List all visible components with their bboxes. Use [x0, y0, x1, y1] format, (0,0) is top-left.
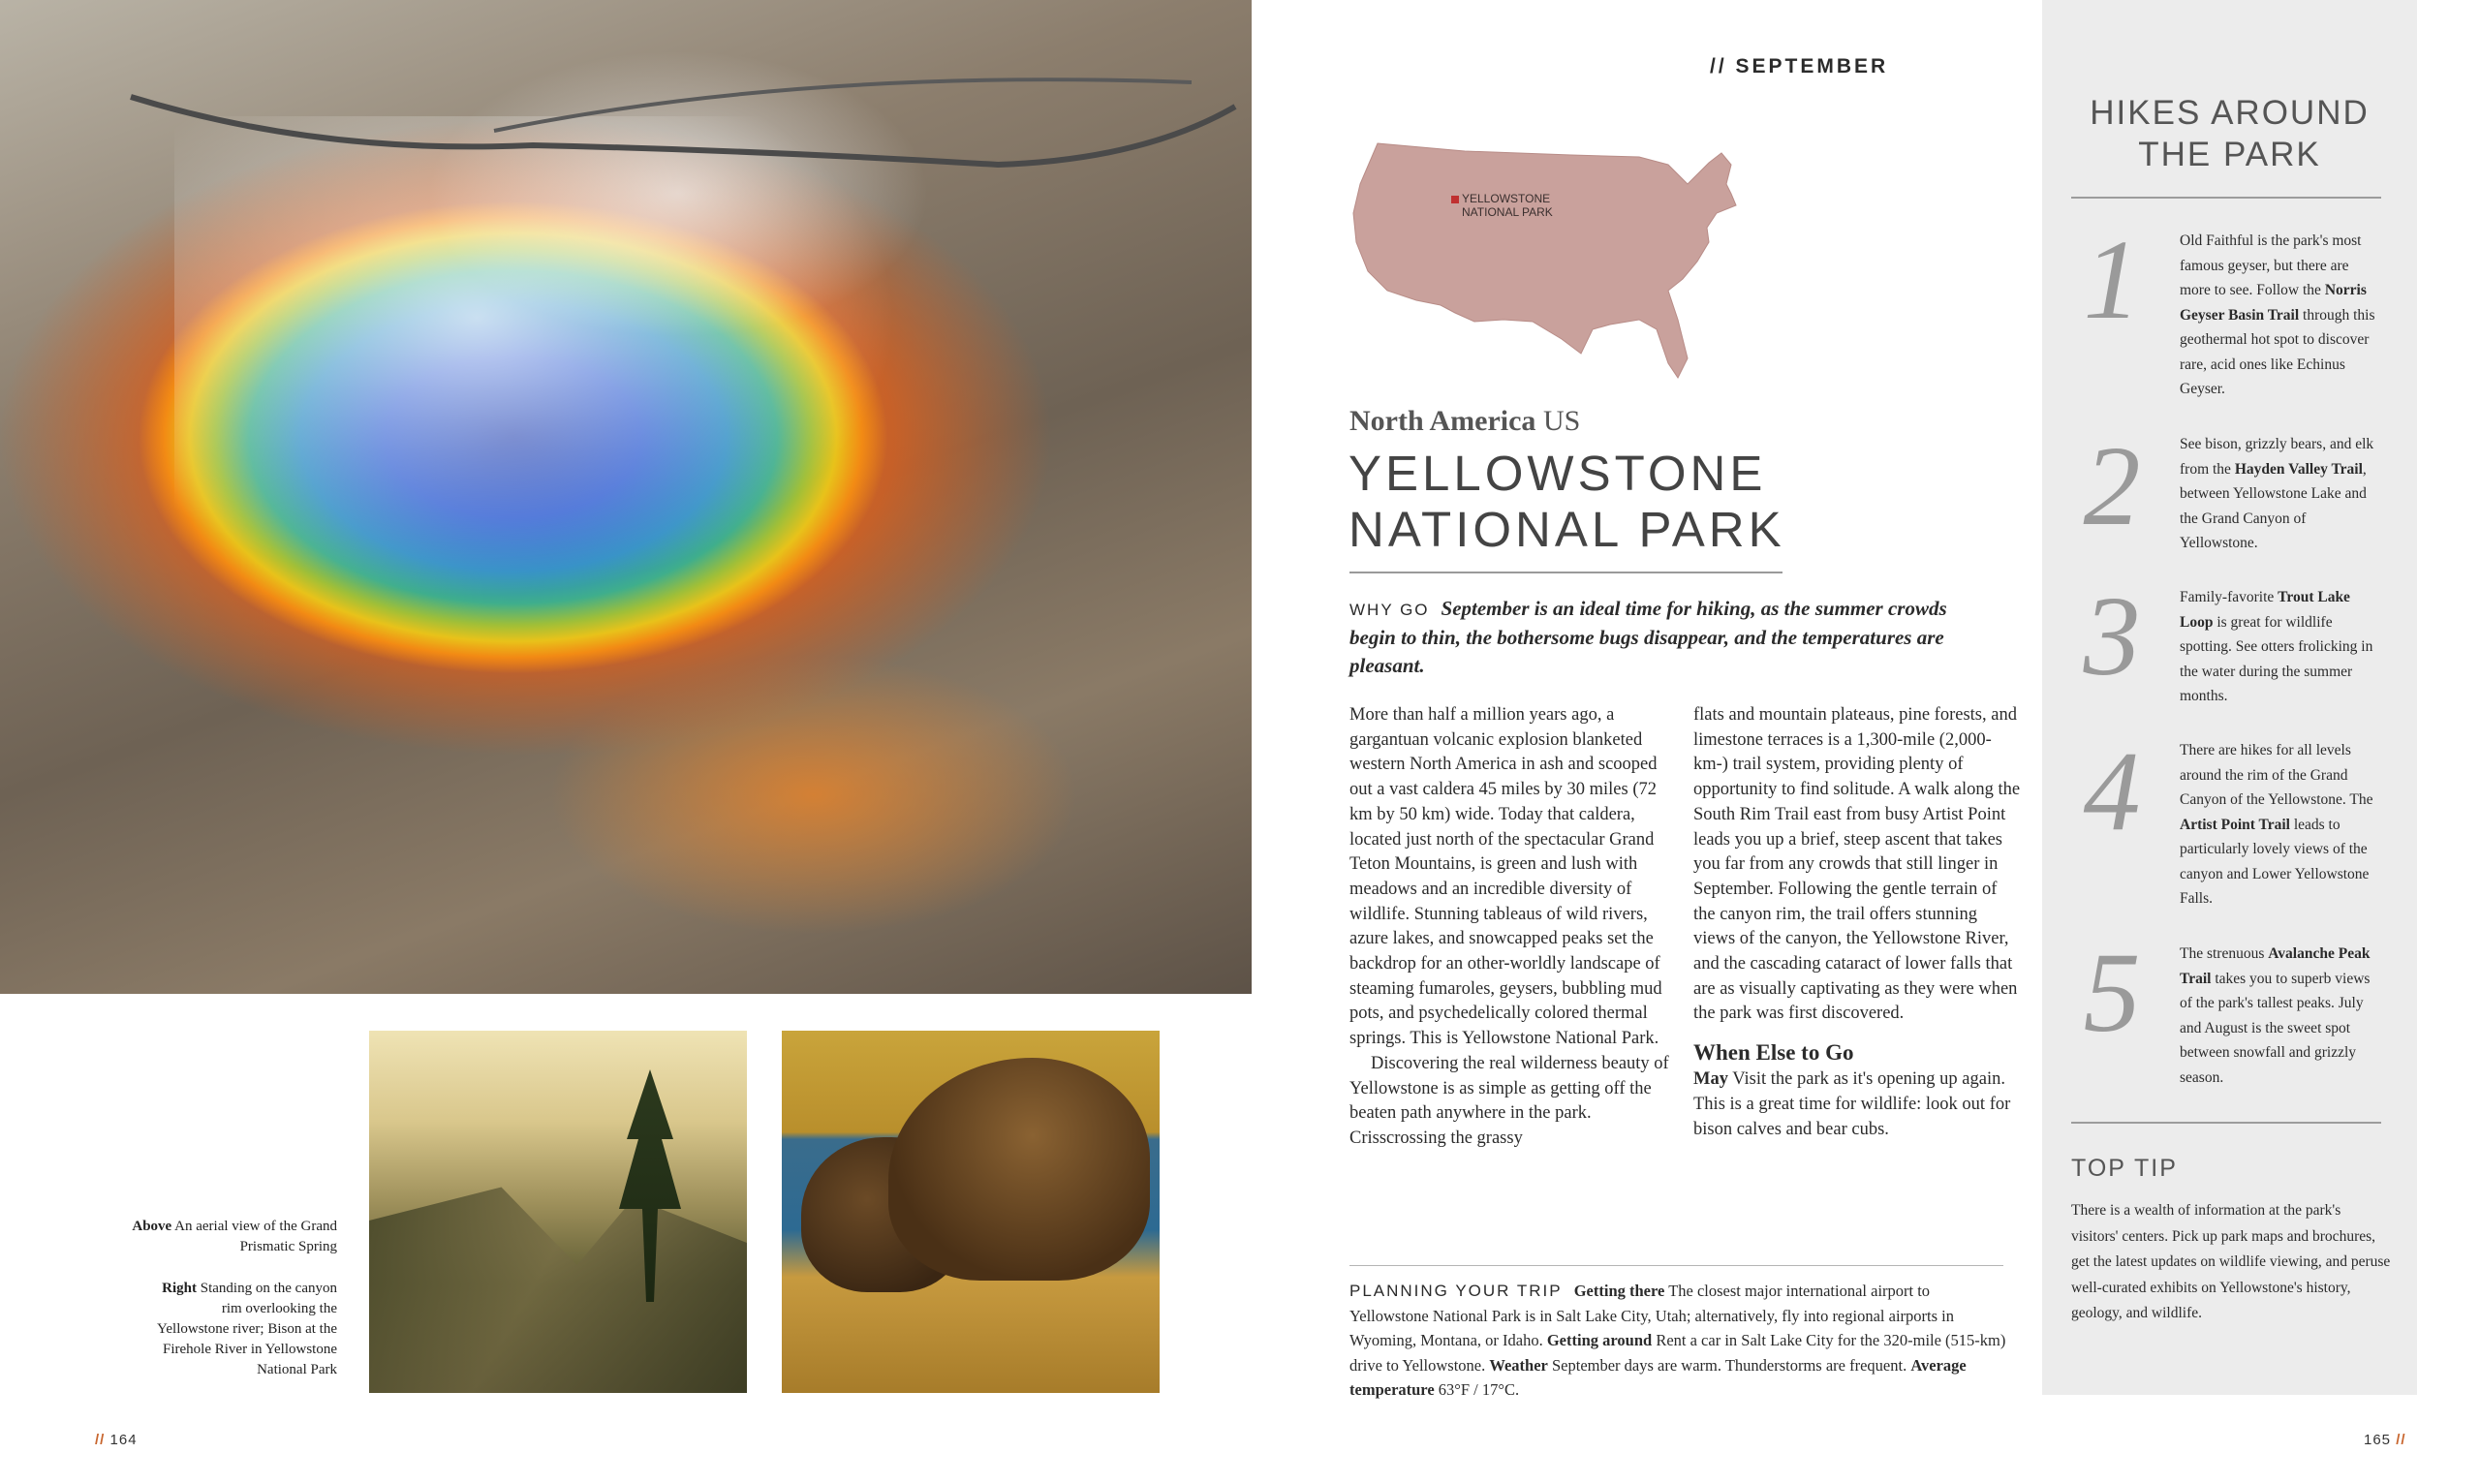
page-number-right [2364, 1432, 2406, 1448]
hike-number: 3 [2083, 572, 2141, 699]
month-heading [1710, 55, 1888, 78]
avg-temp-label: Average temperature [1349, 1355, 1967, 1399]
body-paragraph: flats and mountain plateaus, pine forests, and limestone terraces is a 1,300-mile (2,000-km-) trail system, providing plenty of opportunity to find solitude. A walk along the South Rim Trail east from busy Artist Point leads you up a brief, steep ascent that takes you far from any crowds that still linger in September. Following the gentle terrain of the canyon rim, the trail offers stunning views of the canyon, the Yellowstone River, and the cascading cataract of lower falls that are as visually captivating as they were when the park was first discovered. [1693, 705, 2021, 1024]
caption-right [150, 1279, 337, 1380]
boardwalk [126, 77, 1240, 194]
hike-number: 2 [2083, 422, 2141, 549]
body-column-1 [1349, 703, 1674, 1152]
weather-label: Weather [1489, 1355, 1548, 1375]
page-number: 164 [109, 1432, 138, 1448]
hike-number: 1 [2083, 216, 2141, 343]
photo-bison-firehole-river [782, 1031, 1160, 1393]
hike-text-post: leads to particularly lovely views of the canyon and Lower Yellowstone Falls. [2180, 816, 2370, 907]
when-else-body [1693, 1067, 2023, 1142]
map-marker [1451, 196, 1459, 203]
planning-label: PLANNING YOUR TRIP [1349, 1282, 1563, 1300]
why-go-text: September is an ideal time for hiking, as the summer crowds begin to thin, the bothersome bugs disappear, and the temperatures are pleasant. [1349, 597, 1947, 677]
why-go-label: WHY GO [1349, 601, 1430, 619]
page-number-left [95, 1432, 138, 1448]
title-line1: YELLOWSTONE [1348, 446, 1767, 501]
hike-text-pre: Family-favorite [2180, 589, 2275, 605]
hike-text-post: is great for wildlife spotting. See otters frolicking in the water during the summer months. [2180, 613, 2373, 704]
hike-text-post: takes you to superb views of the park's tallest peaks. July and August is the sweet spot between snowfall and grizzly season. [2180, 970, 2371, 1086]
us-map-shape [1353, 143, 1736, 378]
hike-text-pre: There are hikes for all levels around the rim of the Grand Canyon of the Yellowstone. The [2180, 742, 2373, 808]
caption-above [97, 1217, 337, 1257]
hike-item [2180, 738, 2383, 912]
us-map [1348, 136, 1751, 392]
sidebar-divider [2071, 1122, 2381, 1124]
hike-number: 5 [2083, 929, 2141, 1056]
region-text: North America [1349, 405, 1536, 437]
planning-your-trip [1349, 1279, 2008, 1403]
hike-item [2180, 942, 2383, 1090]
hike-item [2180, 229, 2383, 402]
hike-trail-name: Artist Point Trail [2180, 816, 2290, 833]
hike-text-pre: The strenuous [2180, 945, 2265, 962]
getting-around-text: Rent a car in Salt Lake City for the 320-mile (515-km) drive to Yellowstone. [1349, 1331, 2006, 1375]
region-heading [1349, 405, 1580, 438]
slashes: // [95, 1432, 106, 1448]
hike-trail-name: Trout Lake Loop [2180, 589, 2350, 631]
sidebar-divider [2071, 197, 2381, 199]
map-label-line2: NATIONAL PARK [1462, 205, 1553, 219]
page-title [1348, 446, 1785, 558]
top-tip-text: There is a wealth of information at the park's visitors' centers. Pick up park maps and brochures, get the latest updates on wildlife viewing, and peruse well-curated exhibits on Yellowstone's history, geology, and wildlife. [2071, 1202, 2391, 1321]
getting-around-label: Getting around [1546, 1331, 1653, 1349]
bison-front [888, 1058, 1150, 1281]
hike-text-pre: See bison, grizzly bears, and elk from the [2180, 436, 2374, 478]
sidebar-title-line1: HIKES AROUND [2090, 94, 2370, 132]
hike-trail-name: Hayden Valley Trail [2234, 460, 2363, 478]
photo-canyon-rim [369, 1031, 747, 1393]
month-text: // SEPTEMBER [1710, 55, 1889, 77]
caption-right-text: Standing on the canyon rim overlooking the Yellowstone river; Bison at the Firehole River in Yellowstone National Park [157, 1281, 337, 1377]
body-paragraph: More than half a million years ago, a gargantuan volcanic explosion blanketed western North America in ash and scooped out a vast caldera 45 miles by 30 miles (72 km by 50 km) wide. Today that caldera, located just north of the spectacular Grand Teton Mountains, is green and lush with meadows and an incredible diversity of wildlife. Stunning tableaus of wild rivers, azure lakes, and snowcapped peaks set the backdrop for an other-worldly landscape of steaming fumaroles, geysers, bubbling mud pots, and psychedelically colored thermal springs. This is Yellowstone National Park. [1349, 705, 1662, 1049]
caption-right-label: Right [162, 1281, 198, 1296]
sidebar-title-line2: THE PARK [2138, 136, 2321, 173]
when-else-month: May [1693, 1069, 1728, 1090]
when-else-heading: When Else to Go [1693, 1040, 1854, 1066]
hike-text-post: through this geothermal hot spot to discover rare, acid ones like Echinus Geyser. [2180, 306, 2375, 397]
weather-text: September days are warm. Thunderstorms are frequent. [1551, 1355, 1907, 1375]
caption-above-label: Above [132, 1219, 172, 1234]
top-tip-heading: TOP TIP [2071, 1155, 2178, 1182]
hike-text-post: , between Yellowstone Lake and the Grand Canyon of Yellowstone. [2180, 460, 2367, 551]
avg-temp-text: 63°F / 17°C. [1438, 1380, 1520, 1399]
body-column-2 [1693, 703, 2023, 1142]
map-label-line1: YELLOWSTONE [1462, 192, 1551, 205]
hike-text-pre: Old Faithful is the park's most famous geyser, but there are more to see. Follow the [2180, 232, 2362, 298]
when-else-text: Visit the park as it's opening up again. This is a great time for wildlife: look out for bison calves and bear cubs. [1693, 1069, 2011, 1139]
hike-item [2180, 432, 2383, 556]
page-number: 165 [2364, 1432, 2392, 1448]
getting-there-label: Getting there [1573, 1282, 1665, 1300]
canyon-wall [369, 1176, 747, 1393]
hike-trail-name: Norris Geyser Basin Trail [2180, 282, 2367, 324]
slashes: // [2396, 1432, 2406, 1448]
hike-trail-name: Avalanche Peak Trail [2180, 945, 2371, 987]
body-paragraph: Discovering the real wilderness beauty of Yellowstone is as simple as getting off the beaten path anywhere in the park. Crisscrossing the grassy [1349, 1053, 1669, 1148]
photo-grand-prismatic-spring [0, 0, 1252, 994]
title-divider [1349, 572, 1782, 573]
hike-number: 4 [2083, 727, 2141, 854]
title-line2: NATIONAL PARK [1348, 502, 1785, 557]
country-text: US [1542, 405, 1581, 437]
caption-above-text: An aerial view of the Grand Prismatic Spring [174, 1219, 337, 1254]
hike-item [2180, 585, 2383, 709]
getting-there-text: The closest major international airport to Yellowstone National Park is in Salt Lake City, Utah; alternatively, fly into regional airports in Wyoming, Montana, or Idaho. [1349, 1282, 1954, 1349]
planning-divider [1349, 1265, 2003, 1266]
why-go [1349, 595, 1969, 680]
sidebar-title [2042, 92, 2417, 175]
